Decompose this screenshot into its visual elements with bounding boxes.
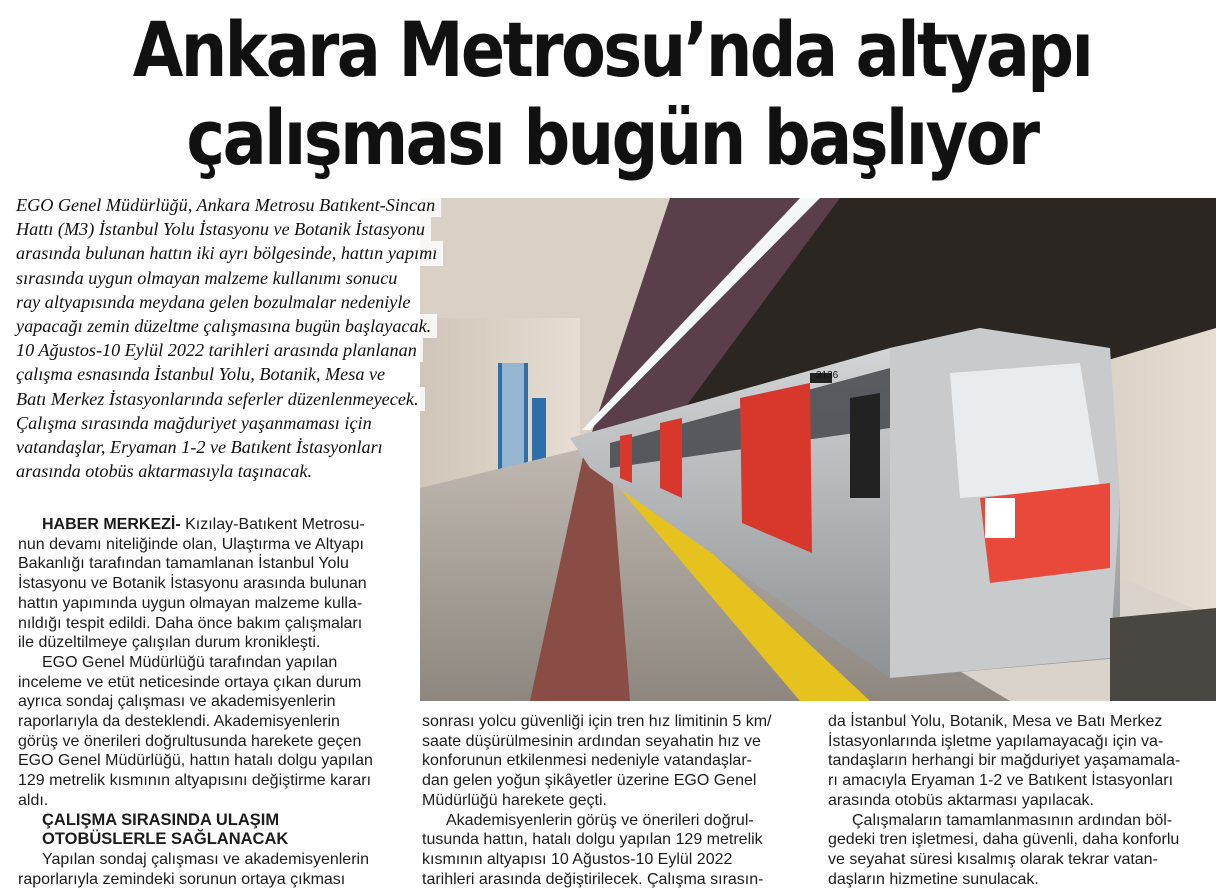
lead-line: EGO Genel Müdürlüğü, Ankara Metrosu Batıkent-Sincan: [16, 193, 441, 217]
subheading: ÇALIŞMA SIRASINDA ULAŞIM: [42, 810, 280, 829]
column-line: hattın yapımında uygun olmayan malzeme kulla-: [18, 594, 363, 612]
column-line: arasında otobüs aktarması yapılacak.: [828, 791, 1094, 809]
column-line: ayrıca sondaj çalışması ve akademisyenlerin: [18, 693, 336, 711]
column-line: Bakanlığı tarafından tamamlanan İstanbul Yolu: [18, 555, 349, 573]
headline-line-2: çalışması bugün başlıyor: [186, 93, 1038, 182]
lead-line: 10 Ağustos-10 Eylül 2022 tarihleri arasında planlanan: [16, 338, 423, 362]
metro-train-photo: [420, 198, 1216, 701]
dateline: HABER MERKEZİ-: [42, 516, 181, 533]
column-line: 129 metrelik kısmının altyapısını değiştirme kararı: [18, 772, 372, 790]
column-line: ve seyahat süresi kısalmış olarak tekrar vatan-: [828, 850, 1158, 868]
column-line: aldı.: [18, 791, 49, 809]
lead-line: arasında otobüs aktarmasıyla taşınacak.: [16, 459, 318, 483]
column-line: inceleme ve etüt neticesinde ortaya çıkan durum: [18, 673, 362, 691]
lead-line: Batı Merkez İstasyonlarında seferler düzenlenmeyecek.: [16, 387, 425, 411]
column-line: da İstanbul Yolu, Botanik, Mesa ve Batı Merkez: [828, 713, 1163, 730]
column-line: İstasyonlarında işletme yapılamayacağı için va-: [828, 732, 1164, 750]
article-column-2: [422, 712, 808, 889]
lead-line: Çalışma sırasında mağduriyet yaşanmaması için: [16, 411, 378, 435]
column-line: görüş ve önerileri doğrultusunda harekete geçen: [18, 732, 362, 750]
column-line: rı amacıyla Eryaman 1-2 ve Batıkent İstasyonları: [828, 772, 1174, 790]
column-line: daşların hizmetine sunulacak.: [828, 870, 1039, 888]
column-line: sonrası yolcu güvenliği için tren hız limitinin 5 km/: [422, 713, 772, 730]
column-line: Çalışmaların tamamlanmasının ardından böl-: [852, 811, 1173, 829]
column-line: tandaşların herhangi bir mağduriyet yaşamamala-: [828, 752, 1181, 770]
column-line: EGO Genel Müdürlüğü tarafından yapılan: [42, 653, 338, 671]
column-line: tusunda hattın, hatalı dolgu yapılan 129 metrelik: [422, 831, 763, 849]
column-line: tarihleri arasında değiştirilecek. Çalışma sırasın-: [422, 870, 764, 888]
lead-line: Hattı (M3) İstanbul Yolu İstasyonu ve Botanik İstasyonu: [16, 217, 431, 241]
column-line: nıldığı tespit edildi. Daha önce bakım çalışmaları: [18, 614, 363, 632]
lead-line: ray altyapısında meydana gelen bozulmalar nedeniyle: [16, 290, 417, 314]
lead-line: çalışma esnasında İstanbul Yolu, Botanik, Mesa ve: [16, 362, 391, 386]
article-column-1: [18, 515, 414, 889]
lead-line: vatandaşlar, Eryaman 1-2 ve Batıkent İstasyonları: [16, 435, 389, 459]
lead-line: arasında bulunan hattın iki ayrı bölgesinde, hattın yapımı: [16, 241, 443, 265]
column-line: EGO Genel Müdürlüğü, hattın hatalı dolgu yapılan: [18, 752, 373, 770]
article-column-3: [828, 712, 1220, 889]
column-line: raporlarıyla da desteklendi. Akademisyenlerin: [18, 713, 340, 731]
lead-line: yapacağı zemin düzeltme çalışmasına bugün başlayacak.: [16, 314, 437, 338]
column-line: nun devamı niteliğinde olan, Ulaştırma ve Altyapı: [18, 535, 364, 553]
column-line: HABER MERKEZİ- Kızılay-Batıkent Metrosu-: [42, 516, 365, 533]
lead-line: sırasında uygun olmayan malzeme kullanımı sonucu: [16, 266, 403, 290]
column-line: kısmının altyapısı 10 Ağustos-10 Eylül 2022: [422, 850, 733, 868]
column-line: gedeki tren işletmesi, daha güvenli, daha konforlu: [828, 831, 1180, 849]
lead-paragraph: [16, 193, 536, 483]
headline-line-1: Ankara Metrosu’nda altyapı: [132, 5, 1092, 94]
column-line: Akademisyenlerin görüş ve önerileri doğrul-: [446, 811, 754, 829]
column-line: konforunun etkilenmesi nedeniyle vatandaşlar-: [422, 752, 752, 770]
column-line: ile düzeltilmeye çalışılan durum kronikleşti.: [18, 634, 321, 652]
subheading: OTOBÜSLERLE SAĞLANACAK: [42, 830, 289, 849]
column-line: raporlarıyla zemindeki sorunun ortaya çıkması: [18, 870, 346, 888]
column-line: Yapılan sondaj çalışması ve akademisyenlerin: [42, 850, 369, 868]
column-line: Müdürlüğü harekete geçti.: [422, 791, 607, 809]
column-line: İstasyonu ve Botanik İstasyonu arasında bulunan: [18, 575, 367, 593]
train-number: 3136: [816, 370, 839, 381]
column-line: saate düşürülmesinin ardından seyahatin hız ve: [422, 732, 761, 750]
column-line: dan gelen yoğun şikâyetler üzerine EGO Genel: [422, 772, 757, 790]
